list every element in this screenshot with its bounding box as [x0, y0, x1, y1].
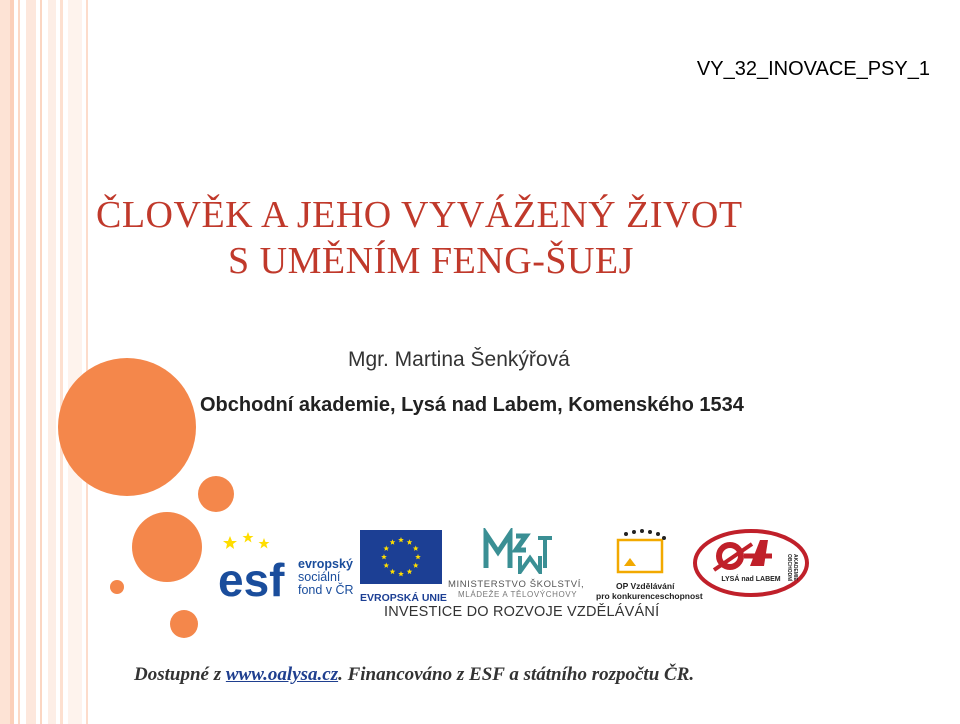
footer-prefix: Dostupné z — [134, 664, 226, 685]
document-code: VY_32_INOVACE_PSY_1 — [696, 58, 930, 80]
decor-circle-large — [58, 358, 196, 496]
page-title — [96, 192, 916, 284]
op-line-1: OP Vzdělávání — [616, 581, 675, 591]
esf-line-2: sociální — [298, 570, 341, 584]
eu-logo — [360, 530, 447, 604]
esf-big-text: esf — [218, 554, 285, 600]
decor-stripe — [40, 0, 42, 724]
msmt-line-2: MLÁDEŽE A TĚLOVÝCHOVY — [458, 590, 578, 599]
decor-stripe — [68, 0, 82, 724]
invest-caption: INVESTICE DO ROZVOJE VZDĚLÁVÁNÍ — [384, 604, 660, 620]
decor-stripe — [18, 0, 20, 724]
msmt-line-1: MINISTERSTVO ŠKOLSTVÍ, — [448, 579, 585, 590]
eu-flag-icon — [360, 530, 442, 584]
esf-line-1: evropský — [298, 557, 353, 571]
oa-center-text: LYSÁ nad LABEM — [721, 576, 781, 583]
decor-stripe — [48, 0, 56, 724]
op-logo — [596, 528, 703, 601]
oa-logo-graphic — [692, 528, 810, 598]
decor-stripe — [86, 0, 88, 724]
decor-stripe — [0, 0, 10, 724]
footer-note — [134, 664, 694, 686]
footer-link[interactable]: www.oalysa.cz — [225, 664, 339, 685]
decor-circle-small — [170, 610, 198, 638]
esf-line-3: fond v ČR — [298, 583, 354, 597]
decor-circle-small — [110, 580, 124, 594]
esf-text-block — [298, 558, 354, 597]
msmt-monogram-icon — [482, 528, 552, 574]
author-name: Mgr. Martina Šenkýřová — [348, 348, 570, 371]
eu-caption: EVROPSKÁ UNIE — [360, 592, 447, 604]
school-address: Obchodní akademie, Lysá nad Labem, Komenského 1534 — [200, 394, 744, 416]
oa-side-text-1: OBCHODNÍ — [786, 554, 792, 582]
decor-stripe — [26, 0, 36, 724]
decor-circle-medium — [132, 512, 202, 582]
decor-stripe — [10, 0, 14, 724]
op-line-2: pro konkurenceschopnost — [596, 591, 703, 601]
decor-circle-medium — [198, 476, 234, 512]
oa-logo — [692, 528, 810, 598]
title-line-1: ČLOVĚK A JEHO VYVÁŽENÝ ŽIVOT — [96, 194, 743, 236]
esf-logo — [218, 530, 356, 600]
oa-side-text-2: AKADEMIE — [792, 554, 798, 581]
op-logo-graphic — [612, 528, 672, 576]
decor-stripe — [60, 0, 63, 724]
footer-suffix: . Financováno z ESF a státního rozpočtu ČR. — [338, 664, 695, 685]
title-line-2: S UMĚNÍM FENG-ŠUEJ — [228, 240, 634, 282]
msmt-logo — [448, 528, 588, 600]
